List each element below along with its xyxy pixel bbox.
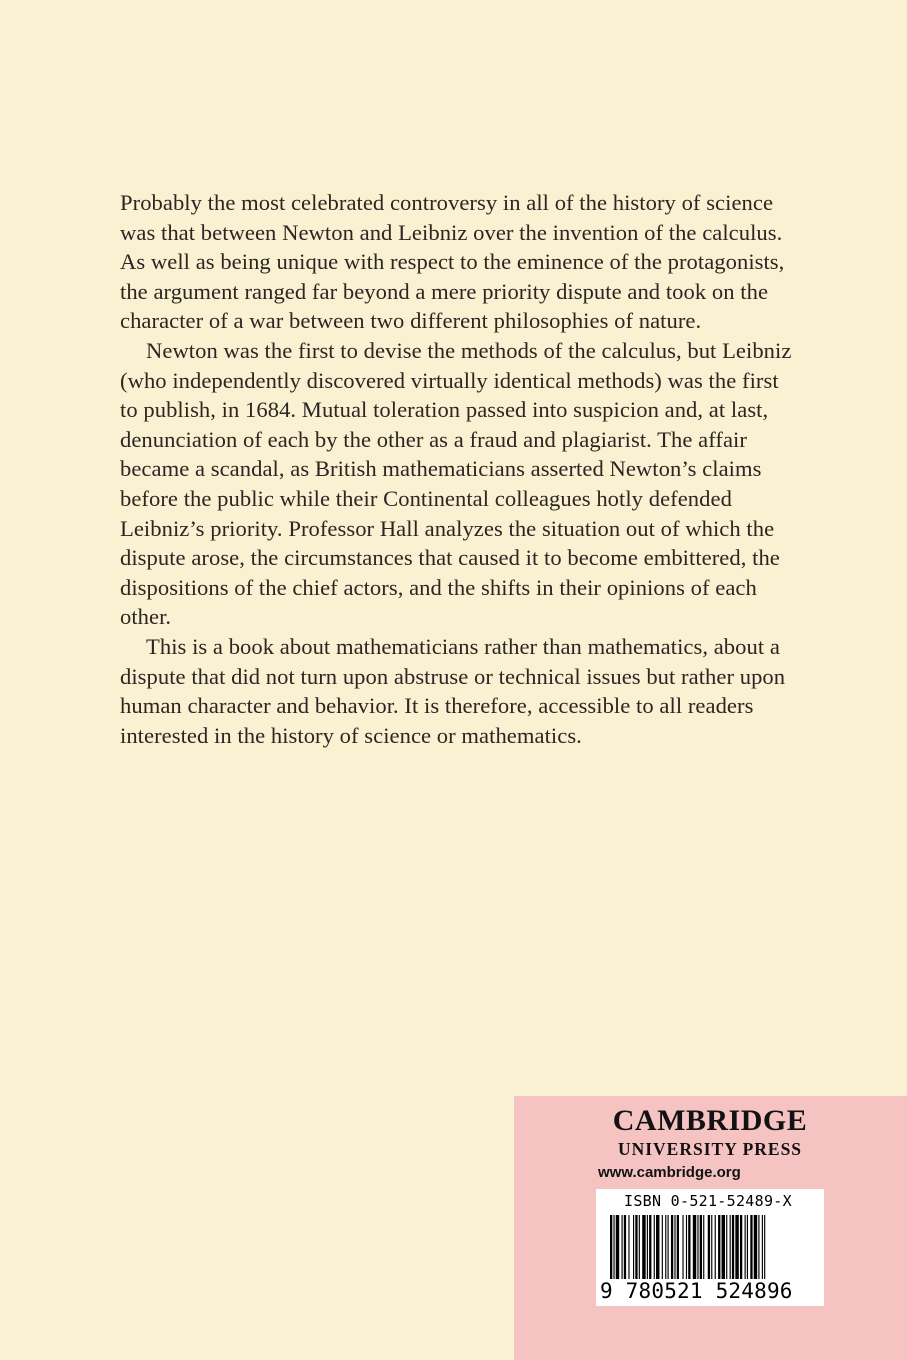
barcode-bar	[624, 1215, 626, 1281]
barcode-bar	[700, 1215, 702, 1281]
barcode-bar	[758, 1215, 759, 1281]
barcode-box	[596, 1189, 824, 1306]
barcode-bar	[671, 1215, 673, 1281]
publisher-panel	[514, 1096, 907, 1360]
barcode-bar	[703, 1215, 704, 1281]
barcode-bar	[711, 1215, 712, 1281]
barcode-bar	[747, 1215, 748, 1281]
barcode-bar	[718, 1215, 720, 1281]
barcode-bar	[677, 1215, 679, 1281]
barcode-bar	[662, 1215, 663, 1281]
ean-digits: 9 780521 524896	[600, 1279, 793, 1303]
barcode-bar	[722, 1215, 725, 1281]
barcode-bar	[647, 1215, 648, 1281]
publisher-name: CAMBRIDGE	[612, 1104, 808, 1137]
barcode-bar	[693, 1215, 696, 1281]
barcode-bar	[708, 1215, 710, 1281]
barcode-bar	[610, 1215, 612, 1281]
barcode-bar	[622, 1215, 623, 1281]
barcode-bar	[665, 1215, 666, 1281]
barcode-bar	[745, 1215, 746, 1281]
barcode-bar	[616, 1215, 619, 1281]
barcode-bar	[613, 1215, 614, 1281]
barcode-bar	[674, 1215, 675, 1281]
barcode-bar	[697, 1215, 698, 1281]
barcode-bar	[732, 1215, 734, 1281]
barcode-bar	[750, 1215, 752, 1281]
barcode-bar	[642, 1215, 645, 1281]
barcode-bar	[668, 1215, 669, 1281]
blurb-paragraph-2: Newton was the first to devise the methods of the calculus, but Leibniz (who independently discovered virtually identical methods) was the first to publish, in 1684. Mutual toleration passed into suspicion and, at last, denunciation of each by the other as a fraud and plagiarist. The affair became a scandal, as British mathematicians asserted Newton’s claims before the public while their Continental colleagues hotly defended Leibniz’s priority. Professor Hall analyzes the situation out of which the dispute arose, the circumstances that caused it to become embittered, the dispositions of the chief actors, and the shifts in their opinions of each other.	[120, 337, 792, 630]
barcode-bar	[764, 1215, 765, 1281]
publisher-url: www.cambridge.org	[598, 1164, 741, 1181]
barcode-bar	[649, 1215, 651, 1281]
barcode-bar	[735, 1215, 738, 1281]
barcode-bar	[726, 1215, 727, 1281]
barcode-bar	[633, 1215, 634, 1281]
barcode-bar	[635, 1215, 637, 1281]
barcode-bar	[656, 1215, 659, 1281]
barcode-bars	[610, 1215, 810, 1281]
barcode-bar	[654, 1215, 655, 1281]
barcode-bar	[639, 1215, 640, 1281]
isbn-text: ISBN 0-521-52489-X	[624, 1192, 792, 1210]
barcode-bar	[688, 1215, 690, 1281]
barcode-bar	[762, 1215, 763, 1281]
blurb-paragraph-1: Probably the most celebrated controversy in all of the history of science was that between Newton and Leibniz over the invention of the calculus. As well as being unique with respect to the eminence of the protagonists, the argument ranged far beyond a mere priority dispute and took on the character of a war between two different philosophies of nature.	[120, 190, 785, 334]
barcode-bar	[754, 1215, 757, 1281]
barcode-bar	[740, 1215, 742, 1281]
ean-number	[600, 1279, 793, 1303]
barcode-bar	[715, 1215, 716, 1281]
barcode-bar	[730, 1215, 731, 1281]
barcode-bar	[682, 1215, 683, 1281]
publisher-subtitle: UNIVERSITY PRESS	[617, 1139, 803, 1159]
blurb-paragraph-3: This is a book about mathematicians rather than mathematics, about a dispute that did not turn upon abstruse or technical issues but rather upon human character and behavior. It is therefore, accessible to all readers interested in the history of science or mathematics.	[120, 633, 786, 748]
blurb-text	[120, 188, 792, 750]
barcode-bar	[686, 1215, 687, 1281]
barcode-bar	[628, 1215, 629, 1281]
